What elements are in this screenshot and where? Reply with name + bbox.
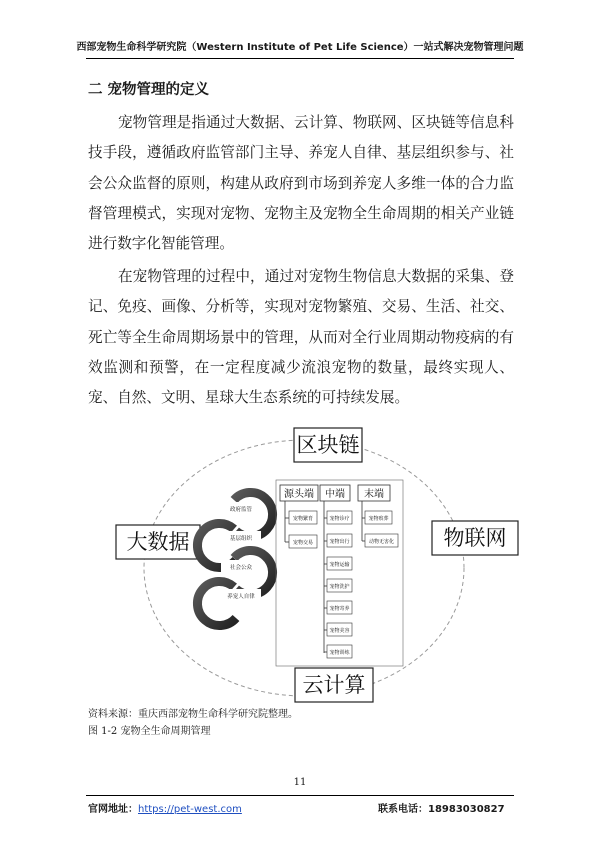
- footer-website: [88, 800, 242, 815]
- middle-item: 宠物寄养: [329, 606, 350, 612]
- source-item: 宠物繁育: [292, 516, 314, 522]
- governance-cycle: [197, 492, 272, 625]
- website-label: 官网地址：: [88, 804, 138, 815]
- iot-box: [432, 521, 518, 555]
- svg-text:源头端: 源头端: [284, 489, 314, 500]
- page-number: 11: [293, 777, 307, 788]
- cycle-item: 社会公众: [229, 565, 253, 571]
- middle-item: 宠物训练: [329, 650, 350, 656]
- svg-text:大数据: 大数据: [126, 530, 190, 554]
- svg-text:中端: 中端: [325, 489, 345, 500]
- footer-phone: [378, 800, 505, 815]
- cycle-item: 养宠人自律: [227, 594, 255, 600]
- big-data-box: [116, 525, 200, 559]
- paragraph-1: 宠物管理是指通过大数据、云计算、物联网、区块链等信息科技手段，遵循政府监管部门主导、养宠人自律、基层组织参与、社会公众监督的原则，构建从政府到市场到养宠人多维一体的合力监督管理模式，实现对宠物、宠物主及宠物全生命周期的相关产业链进行数字化智能管理。: [88, 114, 514, 253]
- orbit-circle: [144, 440, 464, 696]
- phone-number: 18983030827: [428, 804, 505, 815]
- svg-text:区块链: 区块链: [296, 433, 360, 457]
- blockchain-box: [294, 428, 362, 462]
- phone-label: 联系电话：: [378, 804, 428, 815]
- end-item: 宠物殡葬: [368, 516, 389, 522]
- middle-item: 宠物诊疗: [329, 516, 350, 522]
- section-title: 二 宠物管理的定义: [88, 81, 210, 98]
- source-note: 资料来源：重庆西部宠物生命科学研究院整理。: [88, 709, 298, 720]
- end-column: [358, 485, 398, 547]
- cycle-item: 政府监管: [229, 507, 253, 513]
- source-item: 宠物交易: [292, 540, 314, 546]
- svg-text:末端: 末端: [364, 489, 384, 500]
- end-item: 动物无害化: [368, 539, 395, 545]
- svg-text:云计算: 云计算: [302, 673, 366, 697]
- middle-item: 宠物美容: [329, 628, 350, 634]
- middle-item: 宠物洗护: [329, 584, 350, 590]
- middle-column: [320, 485, 352, 658]
- cycle-item: 基层组织: [229, 536, 253, 542]
- figure-caption: 图 1-2 宠物全生命周期管理: [88, 726, 211, 737]
- cloud-computing-box: [295, 668, 373, 702]
- lifecycle-frame: [276, 480, 403, 666]
- svg-text:物联网: 物联网: [443, 526, 507, 550]
- middle-item: 宠物出行: [329, 539, 350, 545]
- website-link[interactable]: https://pet-west.com: [138, 804, 242, 815]
- middle-item: 宠物运输: [329, 562, 350, 568]
- page-header: 西部宠物生命科学研究院（Western Institute of Pet Life Science）一站式解决宠物管理问题: [76, 42, 524, 53]
- header-divider: [86, 58, 514, 59]
- source-column: [280, 485, 318, 548]
- footer-divider: [86, 795, 514, 796]
- paragraph-2: 在宠物管理的过程中，通过对宠物生物信息大数据的采集、登记、免疫、画像、分析等，实现对宠物繁殖、交易、生活、社交、死亡等全生命周期场景中的管理，从而对全行业周期动物疫病的有效监测和预警，在一定程度减少流浪宠物的数量，最终实现人、宠、自然、文明、星球大生态系统的可持续发展。: [88, 268, 514, 407]
- pet-lifecycle-diagram: [108, 425, 520, 710]
